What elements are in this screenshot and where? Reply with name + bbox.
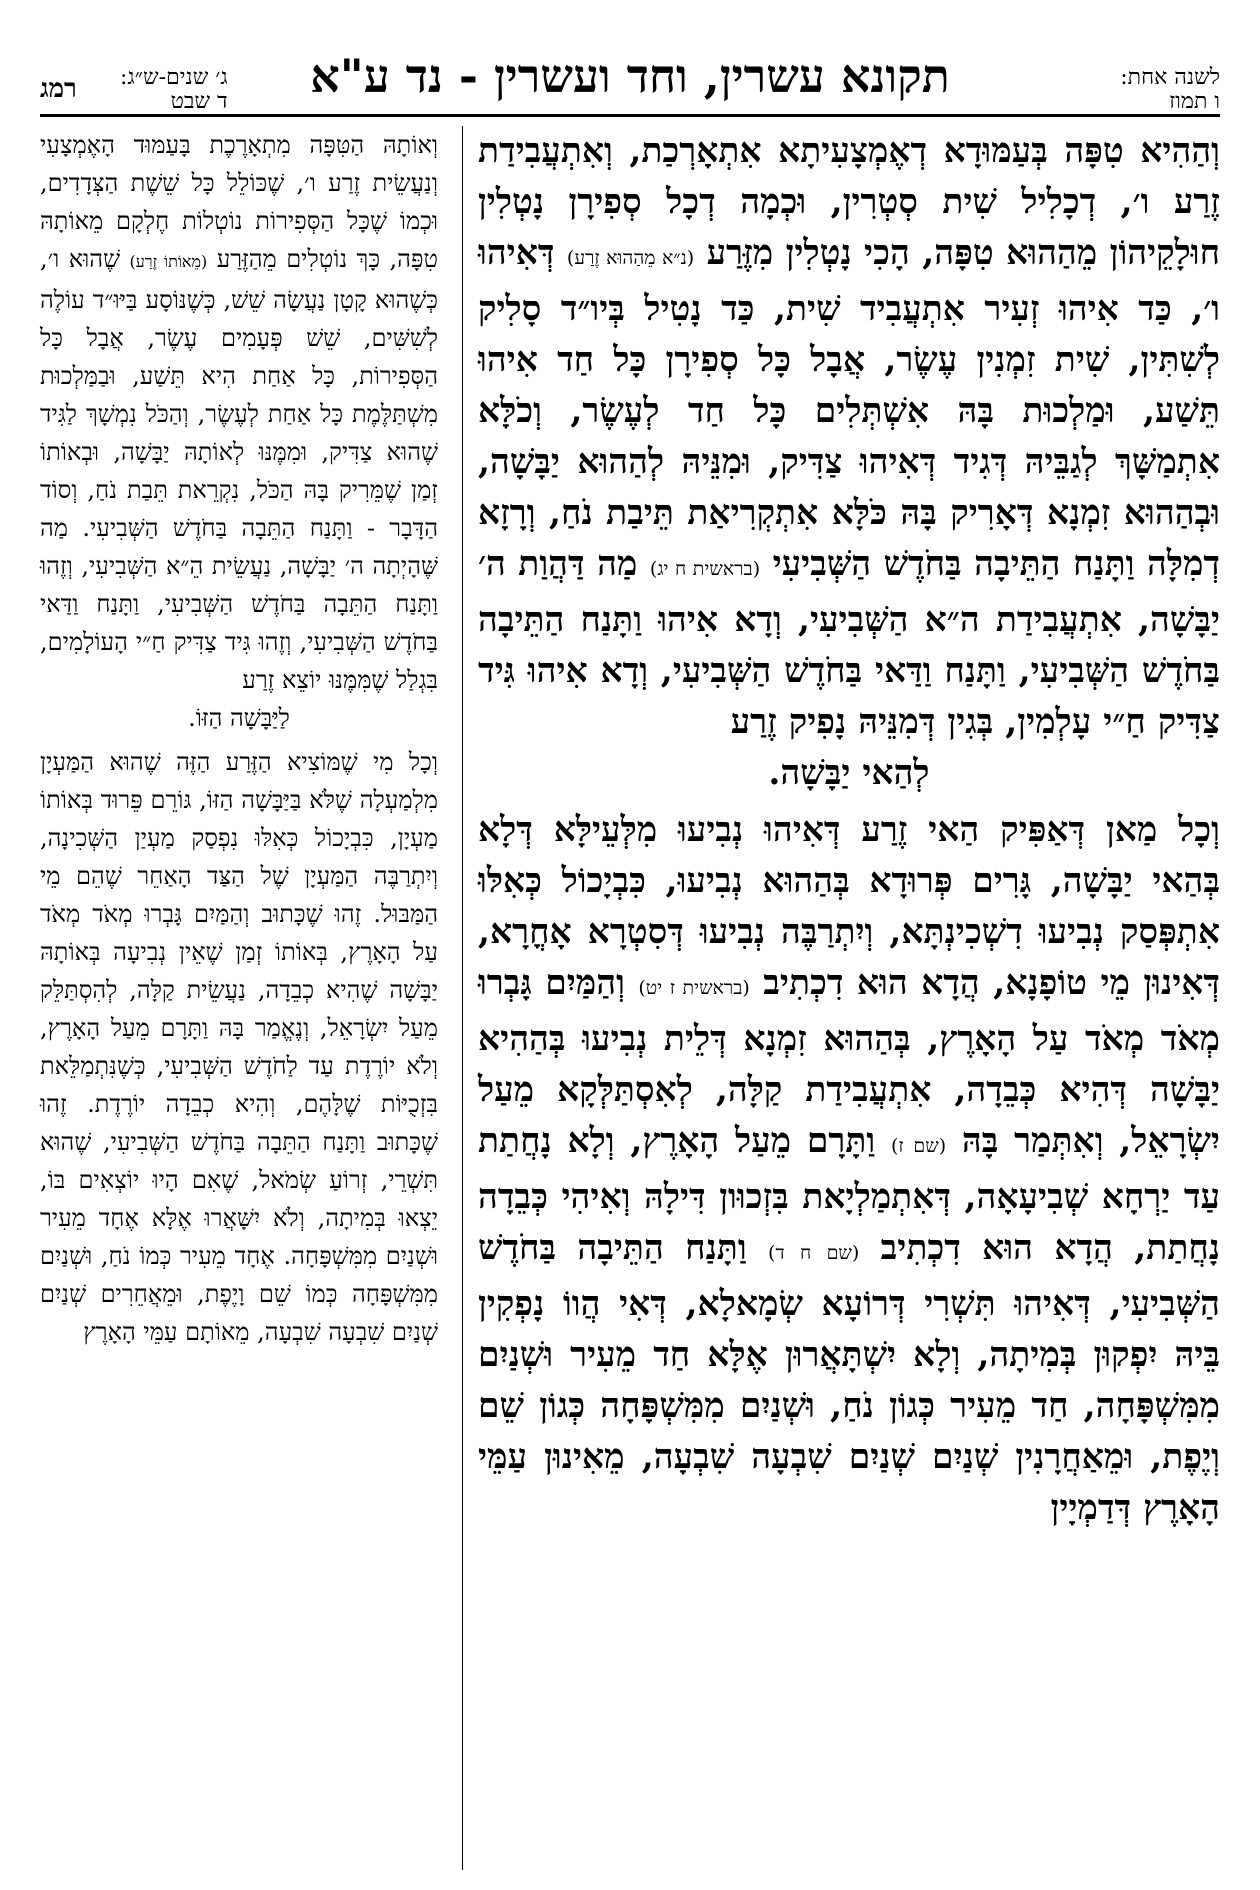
main-text-column (478, 126, 1220, 1870)
schedule-date-three-years: ד שבט (170, 89, 228, 114)
paragraph-ending: לַיַּבָּשָׁה הַזּוֹ. (188, 704, 290, 732)
header-rule (40, 114, 1220, 117)
translation-paragraph-2 (40, 743, 438, 1351)
study-schedule-three-years (120, 66, 228, 114)
main-text: מַה דַּהֲוַת ה׳ יַבָּשָׁה, אִתְעֲבִידַת ה״א הַשְּׁבִיעִי, וְדָא אִיהוּ וַתָּנַח הַתֵּיבָה בַּחֹדֶשׁ הַשְּׁבִיעִי, וַתָּנַח וַדַּאי בַּחֹדֶשׁ הַשְּׁבִיעִי, וְדָא אִיהוּ גִּיד צַדִּיק חַ״י עָלְמִין, בְּגִין דְּמִנֵּיהּ נָפִיק זֶרַע (478, 544, 1220, 742)
citation: (בראשית ז יט) (638, 977, 750, 999)
main-text: וְהַהִיא טִפָּה בְּעַמּוּדָא דְאֶמְצָעִיתָא אִתְאָרְכַת, וְאִתְעֲבִידַת זֶרַע ו׳, דְכָלִיל שִׁית סְטְרִין, וּכְמָה דְכָל סְפִירָן נָטְלִין חוּלָקֵיהוֹן מֵהַהוּא טִפָּה, הָכִי נָטְלִין מִזֶּרַע (478, 131, 1221, 273)
citation: (מֵאוֹתוֹ זֶרַע) (129, 252, 208, 271)
page-title: תקונא עשרין, וחד ועשרין - נד ע"א (310, 49, 950, 103)
main-paragraph-2 (478, 805, 1220, 1534)
citation: (נ״א מֵהַהוּא זֶרַע) (566, 247, 695, 269)
schedule-date-one-year: ו תמוז (1169, 89, 1220, 114)
translation-text: וְאוֹתָהּ הַטִּפָּה מִתְאָרֶכֶת בָּעַמּוּד הָאֶמְצָעִי וְנַעֲשֵׂית זֶרַע ו׳, שֶׁכּוֹלֵל כָּל שֵׁשֶׁת הַצְּדָדִים, וּכְמוֹ שֶׁכָּל הַסְּפִירוֹת נוֹטְלוֹת חֶלְקָם מֵאוֹתָהּ טִפָּה, כָּךְ נוֹטְלִים מֵהַזֶּרַע (40, 131, 438, 273)
translation-paragraph-1 (40, 126, 438, 737)
main-text: וַתָּנַח הַתֵּיבָה בַּחֹדֶשׁ הַשְּׁבִיעִי, דְּאִיהוּ תִּשְׁרִי דְּרוֹעָא שְׂמָאלָא, דְּאִי הֲווֹ נָפְקִין בֵּיהּ יִפְקוּן בְּמִיתָה, וְלָא יִשְׁתָּאֲרוּן אֶלָּא חַד מֵעִיר וּשְׁנַיִם מִמִּשְׁפָּחָה, חַד מֵעִיר כְּגוֹן נֹחַ, וּשְׁנַיִם מִמִּשְׁפָּחָה כְּגוֹן שֵׁם וְיֶפֶת, וּמֵאַחֲרָנִין שְׁנַיִם שְׁנַיִם שִׁבְעָה שִׁבְעָה, מֵאִינוּן עַמֵּי הָאָרֶץ דְּדַמְיָין (478, 1228, 1220, 1528)
main-text: דְּאִיהוּ ו׳, כַּד אִיהוּ זְעִיר אִתְעֲבִיד שִׁית, כַּד נָטִיל בְּיו״ד סָלִיק לְשִׁתִּין, שִׁית זִמְנִין עֶשֶׂר, אֲבָל כָּל סְפִירָן כָּל חַד אִיהוּ תֵּשַׁע, וּמַלְכוּת בָּהּ אִשְׁתְּלִים כָּל חַד לְעֶשֶׂר, וְכֹלָּא אִתְמַשָּׁךְ לְגַבֵּיהּ דְּגִיד דְּאִיהוּ צַדִּיק, וּמִנֵּיהּ לְהַהוּא יַבָּשָׁה, וּבְהַהוּא זִמְנָא דְּאָרִיק בָּהּ כֹּלָּא אִתְקְרִיאַת תֵּיבַת נֹחַ, וְרָזָא דְמִלָּה וַתָּנַח הַתֵּיבָה בַּחֹדֶשׁ הַשְּׁבִיעִי (478, 233, 1221, 584)
schedule-label-three-years: ג׳ שנים-ש״ג: (120, 65, 228, 90)
translation-text: שֶׁהוּא ו׳, כְּשֶׁהוּא קָטָן נַעֲשָׂה שֵׁשׁ, כְּשֶׁנּוֹסָע בַּיּוּ״ד עוֹלֶה לְשִׁשִּׁים, שֵׁשׁ פְּעָמִים עֶשֶׂר, אֲבָל כָּל הַסְּפִירוֹת, כָּל אַחַת הִיא תֵּשַׁע, וּבַמַּלְכוּת מִשְׁתַּלֶּמֶת כָּל אַחַת לְעֶשֶׂר, וְהַכֹּל נִמְשָׁךְ לַגִּיד שֶׁהוּא צַדִּיק, וּמִמֶּנּוּ לְאוֹתָהּ יַבָּשָׁה, וּבְאוֹתוֹ זְמַן שֶׁמֵּרִיק בָּהּ הַכֹּל, נִקְרֵאת תֵּבַת נֹחַ, וְסוֹד הַדָּבָר - וַתָּנַח הַתֵּבָה בַּחֹדֶשׁ הַשְּׁבִיעִי. מַה שֶּׁהָיְתָה ה׳ יַבָּשָׁה, נַעֲשֵׂית הֵ״א הַשְּׁבִיעִי, וְזֶהוּ וַתָּנַח הַתֵּבָה בַּחֹדֶשׁ הַשְּׁבִיעִי, וַתָּנַח וַדַּאי בַּחֹדֶשׁ הַשְּׁבִיעִי, וְזֶהוּ גִּיד צַדִּיק חַ״י הָעוֹלָמִים, בִּגְלַל שֶׁמִּמֶּנּוּ יוֹצֵא זֶרַע (40, 245, 438, 694)
page-header (40, 48, 1220, 114)
citation: (שם ח ד) (768, 1242, 860, 1264)
main-text: וְכָל מַאן דְּאַפִּיק הַאי זֶרַע דְּאִיהוּ נְבִיעוּ מִלְּעֵילָּא דְּלָא בְּהַאי יַבָּשָׁה, גָּרִים פְּרוּדָא בְּהַהוּא נְבִיעוּ, כִּבְיָכוֹל כְּאִלּוּ אִתְפְּסַק נְבִיעוּ דִשְׁכִינְתָּא, וְיִתְרַבֶּה נְבִיעוּ דְּסִטְרָא אָחֳרָא, דְּאִינוּן מֵי טוֹפָנָא, הֲדָא הוּא דִכְתִיב (478, 810, 1221, 1003)
main-text: וַתָּרָם מֵעַל הָאָרֶץ, וְלָא נָחֲתַת עַד יַרְחָא שְׁבִיעָאָה, דְּאִתְמַלְיָאת בִּזְכוּון דִּילָהּ וְאִיהִי כְּבֵדָה נָחֲתַת, הֲדָא הוּא דִכְתִיב (478, 1121, 1221, 1268)
main-paragraph-1 (478, 126, 1220, 799)
column-divider (462, 126, 463, 1870)
paragraph-ending: לְהַאי יַבָּשָׁה. (768, 753, 930, 793)
page-number: רמג (40, 74, 77, 104)
citation: (שם ז) (890, 1135, 947, 1157)
translation-text: וְכָל מִי שֶׁמּוֹצִיא הַזֶּרַע הַזֶּה שֶׁהוּא הַמַּעְיָן מִלְמַעְלָה שֶׁלֹּא בַּיַּבָּשָׁה הַזּוֹ, גּוֹרֵם פֵּרוּד בְּאוֹתוֹ מַעְיָן, כִּבְיָכוֹל כְּאִלּוּ נִפְסַק מַעְיַן הַשְּׁכִינָה, וְיִתְרַבֶּה הַמַּעְיָן שֶׁל הַצַּד הָאַחֵר שֶׁהֵם מֵי הַמַּבּוּל. זֶהוּ שֶׁכָּתוּב וְהַמַּיִם גָּבְרוּ מְאֹד מְאֹד עַל הָאָרֶץ, בְּאוֹתוֹ זְמַן שֶׁאֵין נְבִיעָה בְּאוֹתָהּ יַבָּשָׁה שֶׁהִיא כְבֵדָה, נַעֲשֵׂית קַלָּה, לְהִסְתַּלֵּק מֵעַל יִשְׂרָאֵל, וְנֶאֱמַר בָּהּ וַתָּרָם מֵעַל הָאָרֶץ, וְלֹא יוֹרֶדֶת עַד לַחֹדֶשׁ הַשְּׁבִיעִי, כְּשֶׁנִּתְמַלֵּאת בִּזְכֻיּוֹת שֶׁלָּהֶם, וְהִיא כְבֵדָה יוֹרֶדֶת. זֶהוּ שֶׁכָּתוּב וַתָּנַח הַתֵּבָה בַּחֹדֶשׁ הַשְּׁבִיעִי, שֶׁהוּא תִּשְׁרֵי, זְרוֹעַ שְׂמֹאל, שֶׁאִם הָיוּ יוֹצְאִים בּוֹ, יֵצְאוּ בְּמִיתָה, וְלֹא יִשָּׁאֲרוּ אֶלָּא אֶחָד מֵעִיר וּשְׁנַיִם מִמִּשְׁפָּחָה. אֶחָד מֵעִיר כְּמוֹ נֹחַ, וּשְׁנַיִם מִמִּשְׁפָּחָה כְּמוֹ שֵׁם וָיֶפֶת, וּמֵאֲחֵרִים שְׁנַיִם שְׁנַיִם שִׁבְעָה שִׁבְעָה, מֵאוֹתָם עַמֵּי הָאָרֶץ (40, 748, 438, 1346)
main-text: וְהַמַּיִם גָּבְרוּ מְאֹד מְאֹד עַל הָאָרֶץ, בְּהַהוּא זִמְנָא דְּלֵית נְבִיעוּ בְּהַהִיא יַבָּשָׁה דְּהִיא כְּבֵדָה, אִתְעֲבִידַת קַלָּה, לְאִסְתַּלְּקָא מֵעַל יִשְׂרָאֵל, וְאִתְּמַר בָּהּ (478, 963, 1220, 1161)
citation: (בראשית ח יג) (649, 558, 761, 580)
schedule-label-one-year: לשנה אחת: (1120, 65, 1220, 90)
translation-column (40, 126, 438, 1870)
